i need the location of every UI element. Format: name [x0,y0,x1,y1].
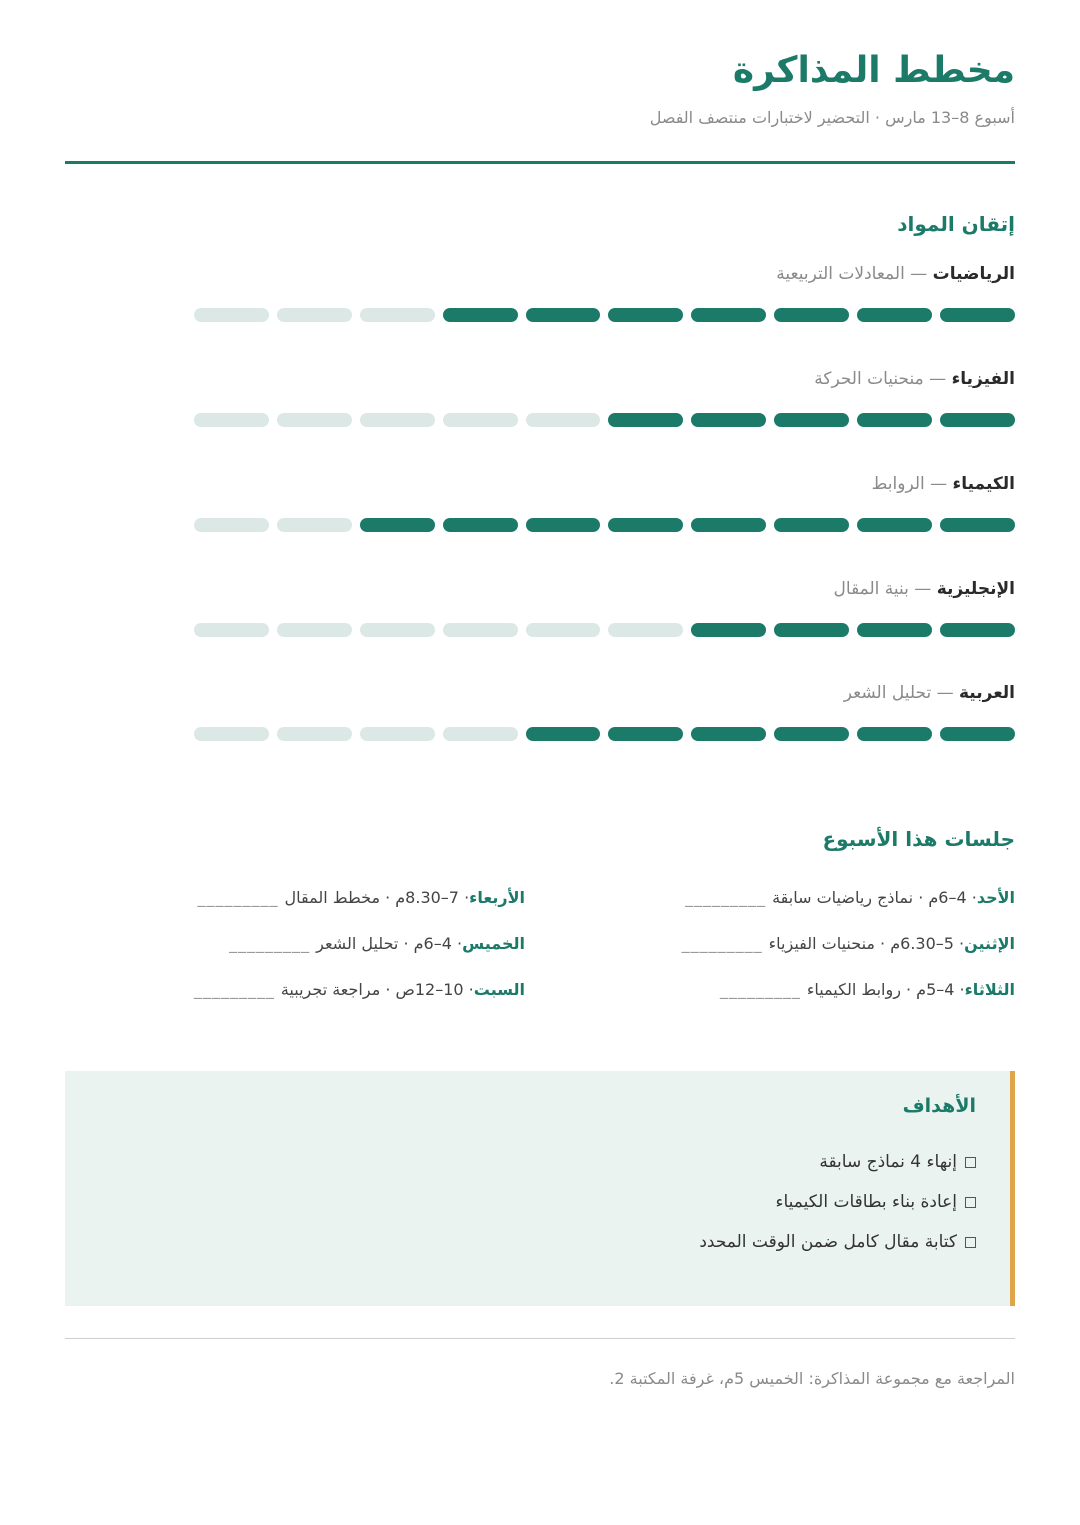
mastery-segment-filled [608,727,683,741]
mastery-segment-empty [277,518,352,532]
mastery-segment-filled [608,413,683,427]
mastery-segment-empty [194,308,269,322]
session-detail: · 4–5م · روابط الكيمياء [806,980,965,999]
subject-math [65,264,1015,334]
mastery-segment-filled [857,727,932,741]
mastery-segment-filled [691,308,766,322]
goals-callout [65,1071,1015,1306]
mastery-segment-empty [360,727,435,741]
session-item [229,934,525,953]
mastery-bar [194,413,1015,427]
mastery-segment-filled [691,623,766,637]
mastery-segment-empty [443,413,518,427]
session-leader: _________ [197,888,279,907]
mastery-segment-filled [940,413,1015,427]
mastery-segment-empty [194,413,269,427]
mastery-segment-filled [774,308,849,322]
mastery-segment-filled [774,727,849,741]
subject-topic: تحليل الشعر [843,683,932,703]
session-leader: _________ [719,980,801,999]
session-day: السبت [473,980,525,999]
mastery-segment-empty [360,413,435,427]
page-title: مخطط المذاكرة [732,50,1015,91]
subject-name: الفيزياء [951,369,1015,389]
subject-physics [65,369,1015,439]
mastery-segment-filled [608,308,683,322]
mastery-segment-filled [857,308,932,322]
mastery-segment-empty [277,413,352,427]
session-detail: · 5–6.30م · منحنيات الفيزياء [768,934,965,953]
mastery-segment-filled [940,308,1015,322]
session-day: الأربعاء [469,888,525,907]
mastery-segment-filled [360,518,435,532]
footer-divider [65,1338,1015,1339]
mastery-segment-filled [526,308,601,322]
mastery-segment-filled [774,518,849,532]
subject-arabic [65,683,1015,753]
goal-text: كتابة مقال كامل ضمن الوقت المحدد [699,1232,957,1252]
goal-item [776,1192,977,1212]
goal-item [819,1152,976,1172]
mastery-bar [194,518,1015,532]
subject-english [65,579,1015,649]
mastery-bar [194,308,1015,322]
sessions-section-title: جلسات هذا الأسبوع [822,827,1015,851]
subject-name: الرياضيات [932,264,1015,284]
goals-title: الأهداف [902,1095,976,1117]
mastery-segment-filled [774,413,849,427]
session-detail: · 4–6م · نماذج رياضيات سابقة [772,888,977,907]
subject-topic: بنية المقال [833,579,909,599]
mastery-segment-filled [443,518,518,532]
subject-name: الكيمياء [952,474,1015,494]
mastery-segment-empty [277,623,352,637]
mastery-segment-filled [940,727,1015,741]
session-leader: _________ [193,980,275,999]
mastery-bar [194,623,1015,637]
subject-label [776,264,1015,284]
mastery-segment-filled [857,518,932,532]
mastery-segment-empty [194,623,269,637]
mastery-segment-empty [194,727,269,741]
session-day: الثلاثاء [964,980,1015,999]
mastery-segment-empty [443,727,518,741]
subject-topic: الروابط [871,474,925,494]
mastery-segment-filled [857,413,932,427]
footer-note: المراجعة مع مجموعة المذاكرة: الخميس 5م، غرفة المكتبة 2. [609,1369,1015,1388]
mastery-segment-filled [940,623,1015,637]
session-day: الإثنين [964,934,1015,953]
session-leader: _________ [681,934,763,953]
mastery-segment-filled [940,518,1015,532]
mastery-segment-empty [608,623,683,637]
mastery-segment-empty [277,727,352,741]
session-item [720,980,1015,999]
mastery-segment-filled [608,518,683,532]
goal-item [699,1232,976,1252]
mastery-segment-filled [774,623,849,637]
subject-separator: — [924,474,953,494]
goal-text: إنهاء 4 نماذج سابقة [819,1152,957,1172]
session-item [685,888,1015,907]
subject-label [872,474,1015,494]
subject-separator: — [904,264,933,284]
mastery-segment-empty [277,308,352,322]
subject-label [844,683,1015,703]
mastery-segment-filled [443,308,518,322]
subject-name: الإنجليزية [936,579,1015,599]
mastery-segment-empty [360,623,435,637]
mastery-segment-filled [691,727,766,741]
session-day: الأحد [976,888,1015,907]
subject-topic: منحنيات الحركة [814,369,924,389]
session-item [682,934,1015,953]
subject-topic: المعادلات التربيعية [776,264,905,284]
goal-text: إعادة بناء بطاقات الكيمياء [775,1192,957,1212]
session-day: الخميس [462,934,525,953]
subject-label [814,369,1015,389]
mastery-segment-empty [526,623,601,637]
mastery-segment-empty [360,308,435,322]
session-detail: · 7–8.30م · مخطط المقال [284,888,470,907]
subject-name: العربية [958,683,1015,703]
session-leader: _________ [685,888,767,907]
subject-separator: — [923,369,952,389]
mastery-segment-empty [194,518,269,532]
session-item [194,980,525,999]
mastery-section-title: إتقان المواد [897,212,1015,236]
mastery-segment-empty [526,413,601,427]
weekly-sessions [65,884,1015,1024]
subject-chemistry [65,474,1015,544]
mastery-segment-filled [691,413,766,427]
session-detail: · 4–6م · تحليل الشعر [316,934,463,953]
checkbox-icon[interactable] [965,1157,976,1168]
mastery-segment-empty [443,623,518,637]
session-item [198,888,525,907]
session-detail: · 10–12ص · مراجعة تجريبية [280,980,474,999]
session-leader: _________ [229,934,311,953]
checkbox-icon[interactable] [965,1237,976,1248]
page-subtitle: أسبوع 8–13 مارس · التحضير لاختبارات منتصف الفصل [649,108,1015,127]
mastery-segment-filled [691,518,766,532]
checkbox-icon[interactable] [965,1197,976,1208]
subject-label [834,579,1015,599]
mastery-segment-filled [526,727,601,741]
mastery-segment-filled [857,623,932,637]
mastery-bar [194,727,1015,741]
subject-separator: — [908,579,937,599]
mastery-segment-filled [526,518,601,532]
subject-separator: — [931,683,959,703]
header-divider [65,161,1015,164]
